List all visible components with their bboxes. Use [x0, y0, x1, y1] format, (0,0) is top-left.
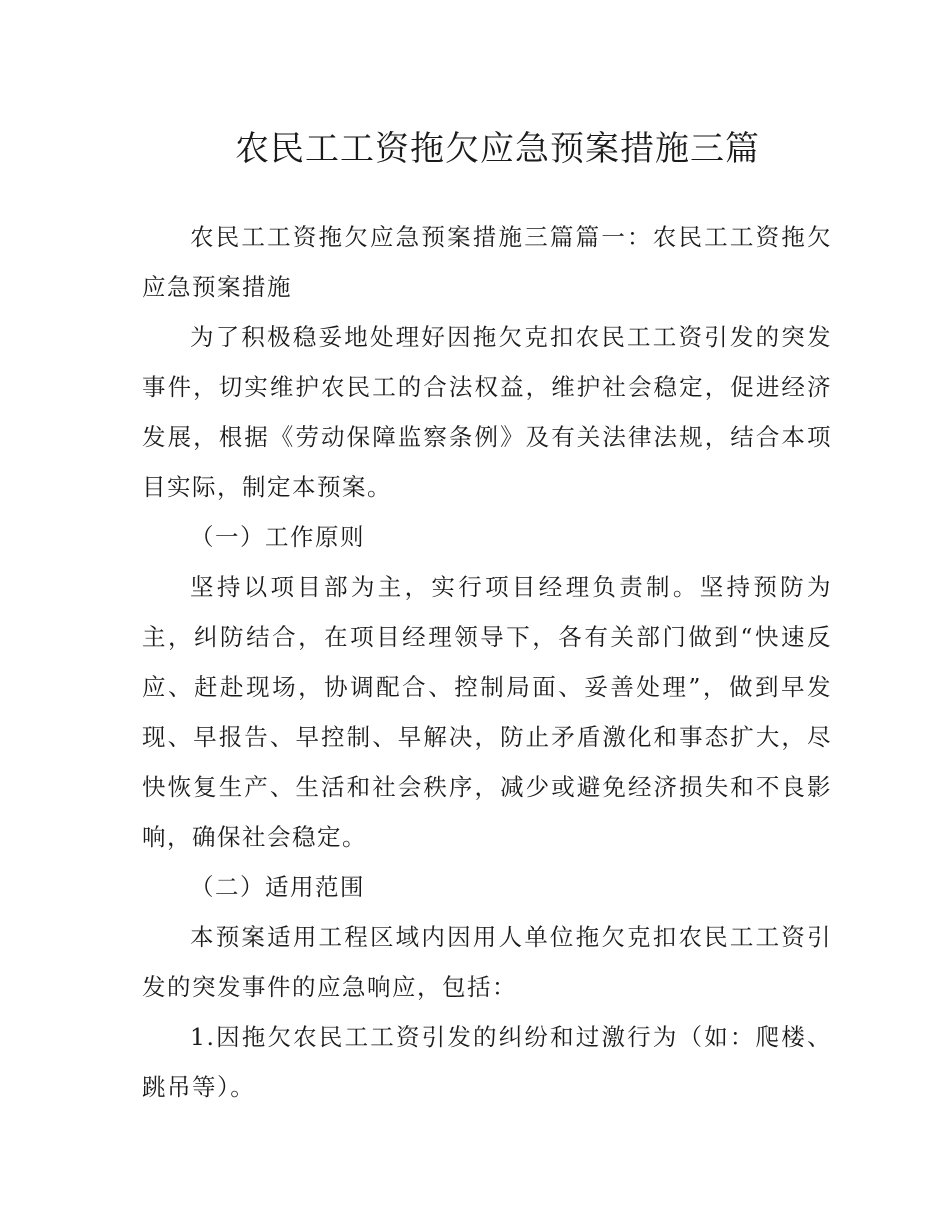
purpose-paragraph: 为了积极稳妥地处理好因拖欠克扣农民工工资引发的突发事件，切实维护农民工的合法权益，维护社会稳定，促进经济发展，根据《劳动保障监察条例》及有关法律法规，结合本项目实际，制定本预案。: [142, 323, 832, 501]
document-body: [142, 212, 832, 1112]
scope-list-item-1: 1.因拖欠农民工工资引发的纠纷和过激行为（如：爬楼、跳吊等）。: [142, 1023, 832, 1101]
principles-paragraph: 坚持以项目部为主，实行项目经理负责制。坚持预防为主，纠防结合，在项目经理领导下，各有关部门做到“快速反应、赶赴现场，协调配合、控制局面、妥善处理”，做到早发现、早报告、早控制、早解决，防止矛盾激化和事态扩大，尽快恢复生产、生活和社会秩序，减少或避免经济损失和不良影响，确保社会稳定。: [142, 573, 832, 851]
section-heading-scope: （二）适用范围: [190, 873, 365, 901]
intro-paragraph: 农民工工资拖欠应急预案措施三篇篇一：农民工工资拖欠应急预案措施: [142, 223, 832, 301]
section-heading-principles: （一）工作原则: [190, 523, 365, 551]
scope-paragraph: 本预案适用工程区域内因用人单位拖欠克扣农民工工资引发的突发事件的应急响应，包括：: [142, 923, 832, 1001]
document-title: 农民工工资拖欠应急预案措施三篇: [235, 128, 760, 169]
